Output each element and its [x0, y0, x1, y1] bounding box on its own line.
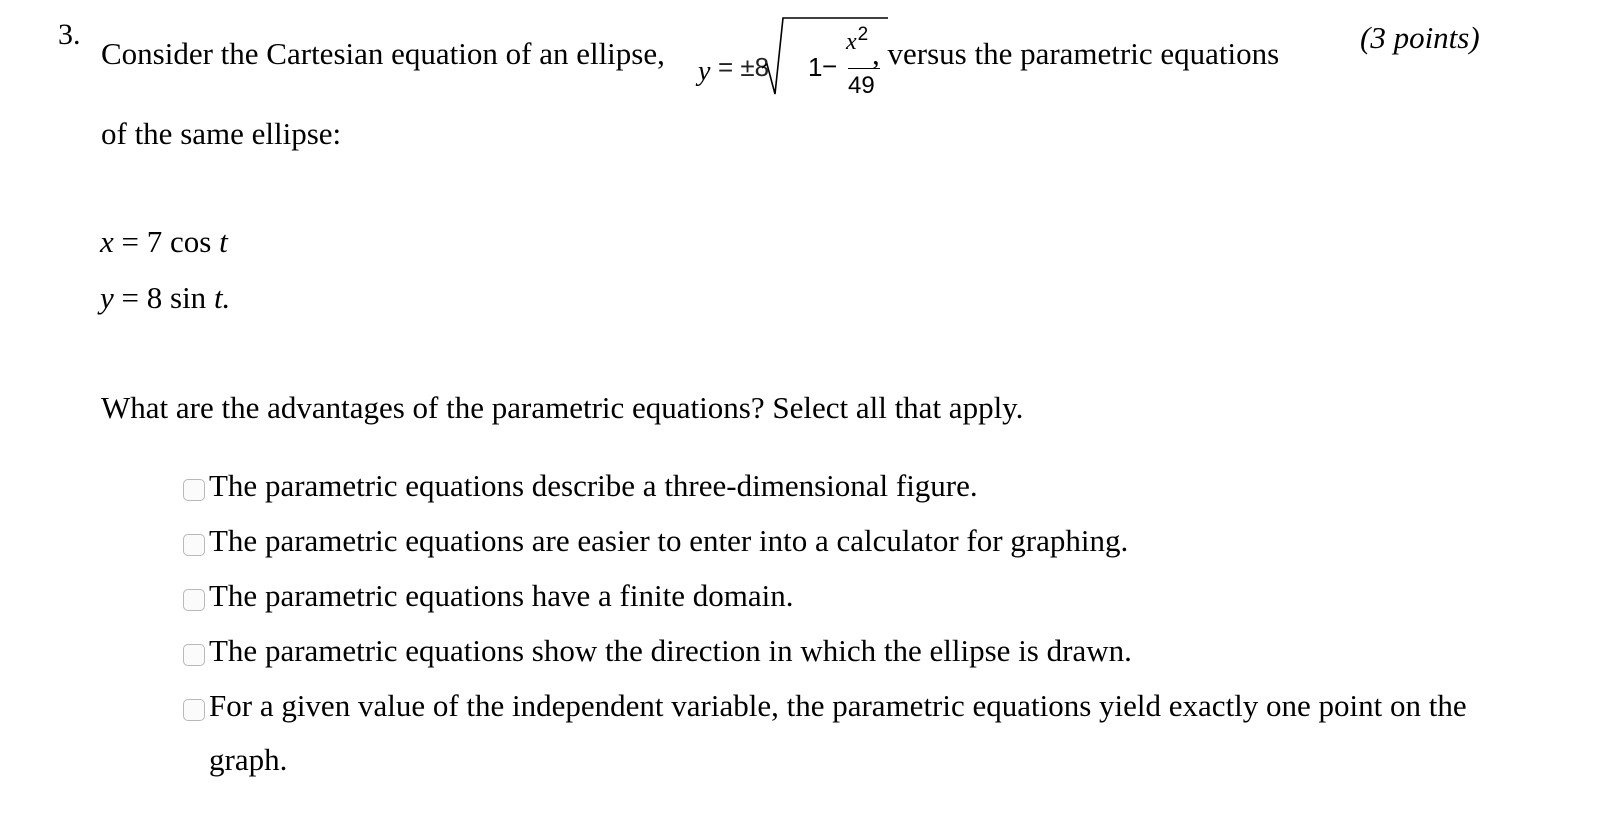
intro-text: Consider the Cartesian equation of an ellipse, — [101, 36, 665, 71]
checkbox-4[interactable] — [183, 644, 205, 666]
numerator-exp: 2 — [857, 24, 869, 45]
option-1-label: The parametric equations describe a three-dimensional figure. — [209, 468, 978, 503]
formula-minus: − — [822, 51, 838, 81]
y-param: t. — [213, 280, 231, 315]
formula-y: y — [698, 56, 711, 87]
points-label: (3 points) — [1360, 20, 1480, 55]
option-5[interactable] — [183, 690, 1509, 787]
x-rhs: = 7 cos — [113, 224, 220, 259]
option-3[interactable] — [183, 580, 793, 623]
option-2-label: The parametric equations are easier to enter into a calculator for graphing. — [209, 523, 1129, 558]
option-3-label: The parametric equations have a finite domain. — [209, 578, 794, 613]
option-5-label: For a given value of the independent variable, the parametric equations yield exactly one point on the graph. — [209, 688, 1467, 777]
numerator-var: x — [846, 29, 857, 55]
formula-one: 1 — [808, 52, 823, 82]
x-var: x — [100, 224, 114, 259]
cartesian-formula — [698, 12, 898, 102]
checkbox-1[interactable] — [183, 479, 205, 501]
question-prompt: What are the advantages of the parametric equations? Select all that apply. — [101, 390, 1024, 425]
option-2[interactable] — [183, 525, 1128, 568]
parametric-x-equation — [100, 224, 228, 260]
intro-text-continued: , versus the parametric equations — [872, 36, 1280, 71]
x-param: t — [219, 224, 228, 259]
option-4[interactable] — [183, 635, 1132, 678]
formula-numerator — [846, 24, 868, 56]
formula-denominator: 49 — [848, 72, 875, 99]
formula-coefficient: = ±8 — [718, 52, 770, 82]
parametric-y-equation — [100, 280, 230, 316]
checkbox-3[interactable] — [183, 589, 205, 611]
option-1[interactable] — [183, 470, 978, 513]
checkbox-5[interactable] — [183, 699, 205, 721]
question-number: 3. — [58, 18, 81, 51]
y-var: y — [100, 280, 114, 315]
y-rhs: = 8 sin — [113, 280, 214, 315]
checkbox-2[interactable] — [183, 534, 205, 556]
option-4-label: The parametric equations show the direction in which the ellipse is drawn. — [209, 633, 1132, 668]
intro-text-line2: of the same ellipse: — [101, 116, 342, 151]
